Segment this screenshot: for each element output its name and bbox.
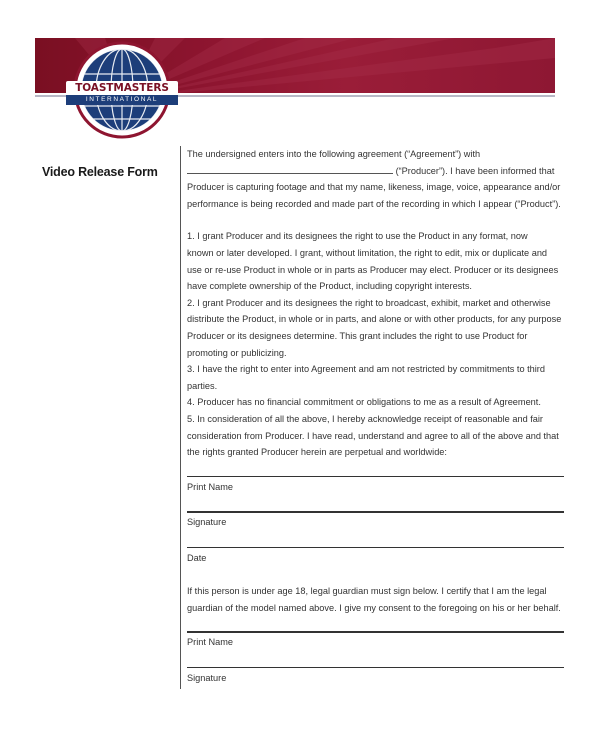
logo-subtitle: INTERNATIONAL	[66, 95, 178, 105]
signature-field[interactable]	[187, 496, 567, 532]
print-name-line	[187, 476, 564, 478]
guardian-text: If this person is under age 18, legal guardian must sign below. I certify that I am the legal	[187, 586, 547, 597]
guardian-print-name-field[interactable]	[187, 616, 567, 652]
item-line: 3. I have the right to enter into Agreement and am not restricted by commitments to third	[187, 364, 545, 375]
guardian-signature-label: Signature	[187, 672, 227, 683]
agreement-item-2	[187, 295, 567, 361]
form-title: Video Release Form	[42, 165, 158, 179]
agreement-item-5	[187, 411, 567, 461]
print-name-label: Print Name	[187, 481, 233, 492]
item-line: 2. I grant Producer and its designees the right to broadcast, exhibit, market and otherwise	[187, 297, 551, 308]
item-line: promoting or publicizing.	[187, 347, 287, 358]
agreement-item-4	[187, 394, 567, 411]
signature-line	[187, 511, 564, 513]
print-name-field[interactable]	[187, 461, 567, 497]
signature-label: Signature	[187, 517, 227, 528]
item-line: Producer or its designees determine. This grant includes the right to use Product for	[187, 330, 528, 341]
guardian-text: guardian of the model named above. I give my consent to the foregoing on his or her behalf.	[187, 602, 561, 613]
agreement-item-3	[187, 361, 567, 394]
intro-line: performance is being recorded and made part of the recording in which I appear (“Product”).	[187, 198, 561, 209]
date-line	[187, 547, 564, 549]
intro-line: Producer is capturing footage and that my name, likeness, image, voice, appearance and/or	[187, 182, 561, 193]
date-field[interactable]	[187, 532, 567, 568]
guardian-signature-field[interactable]	[187, 652, 567, 688]
guardian-signature-line	[187, 667, 564, 669]
item-line: 5. In consideration of all the above, I hereby acknowledge receipt of reasonable and fair	[187, 413, 543, 424]
guardian-print-name-line	[187, 631, 564, 633]
item-line: consideration from Producer. I have read, understand and agree to all of the above and that	[187, 430, 559, 441]
item-line: 4. Producer has no financial commitment or obligations to me as a result of Agreement.	[187, 397, 541, 408]
item-line: 1. I grant Producer and its designees the right to use the Product in any format, now	[187, 231, 528, 242]
spacer	[187, 567, 567, 583]
agreement-item-1	[187, 228, 567, 294]
intro-line: The undersigned enters into the following agreement (“Agreement”) with	[187, 149, 481, 159]
producer-name-blank[interactable]	[187, 163, 393, 174]
item-line: the rights granted Producer herein are perpetual and worldwide:	[187, 447, 447, 458]
logo-wordmark: TOASTMASTERS	[66, 81, 178, 95]
item-line: parties.	[187, 380, 218, 391]
column-divider	[180, 146, 181, 689]
item-line: distribute the Product, in whole or in parts, and alone or with other products, for any purpose	[187, 314, 562, 325]
item-line: have complete ownership of the Product, including copyright interests.	[187, 281, 472, 292]
guardian-print-name-label: Print Name	[187, 637, 233, 648]
intro-line-producer: (“Producer”). I have been informed that	[187, 163, 567, 180]
spacer	[187, 212, 567, 228]
item-line: known or later developed. I grant, without limitation, the right to edit, mix or duplicate and	[187, 247, 548, 258]
date-label: Date	[187, 552, 207, 563]
agreement-content	[187, 146, 567, 687]
item-line: use or re-use Product in whole or in parts as Producer may elect. Producer or its designees	[187, 264, 559, 275]
